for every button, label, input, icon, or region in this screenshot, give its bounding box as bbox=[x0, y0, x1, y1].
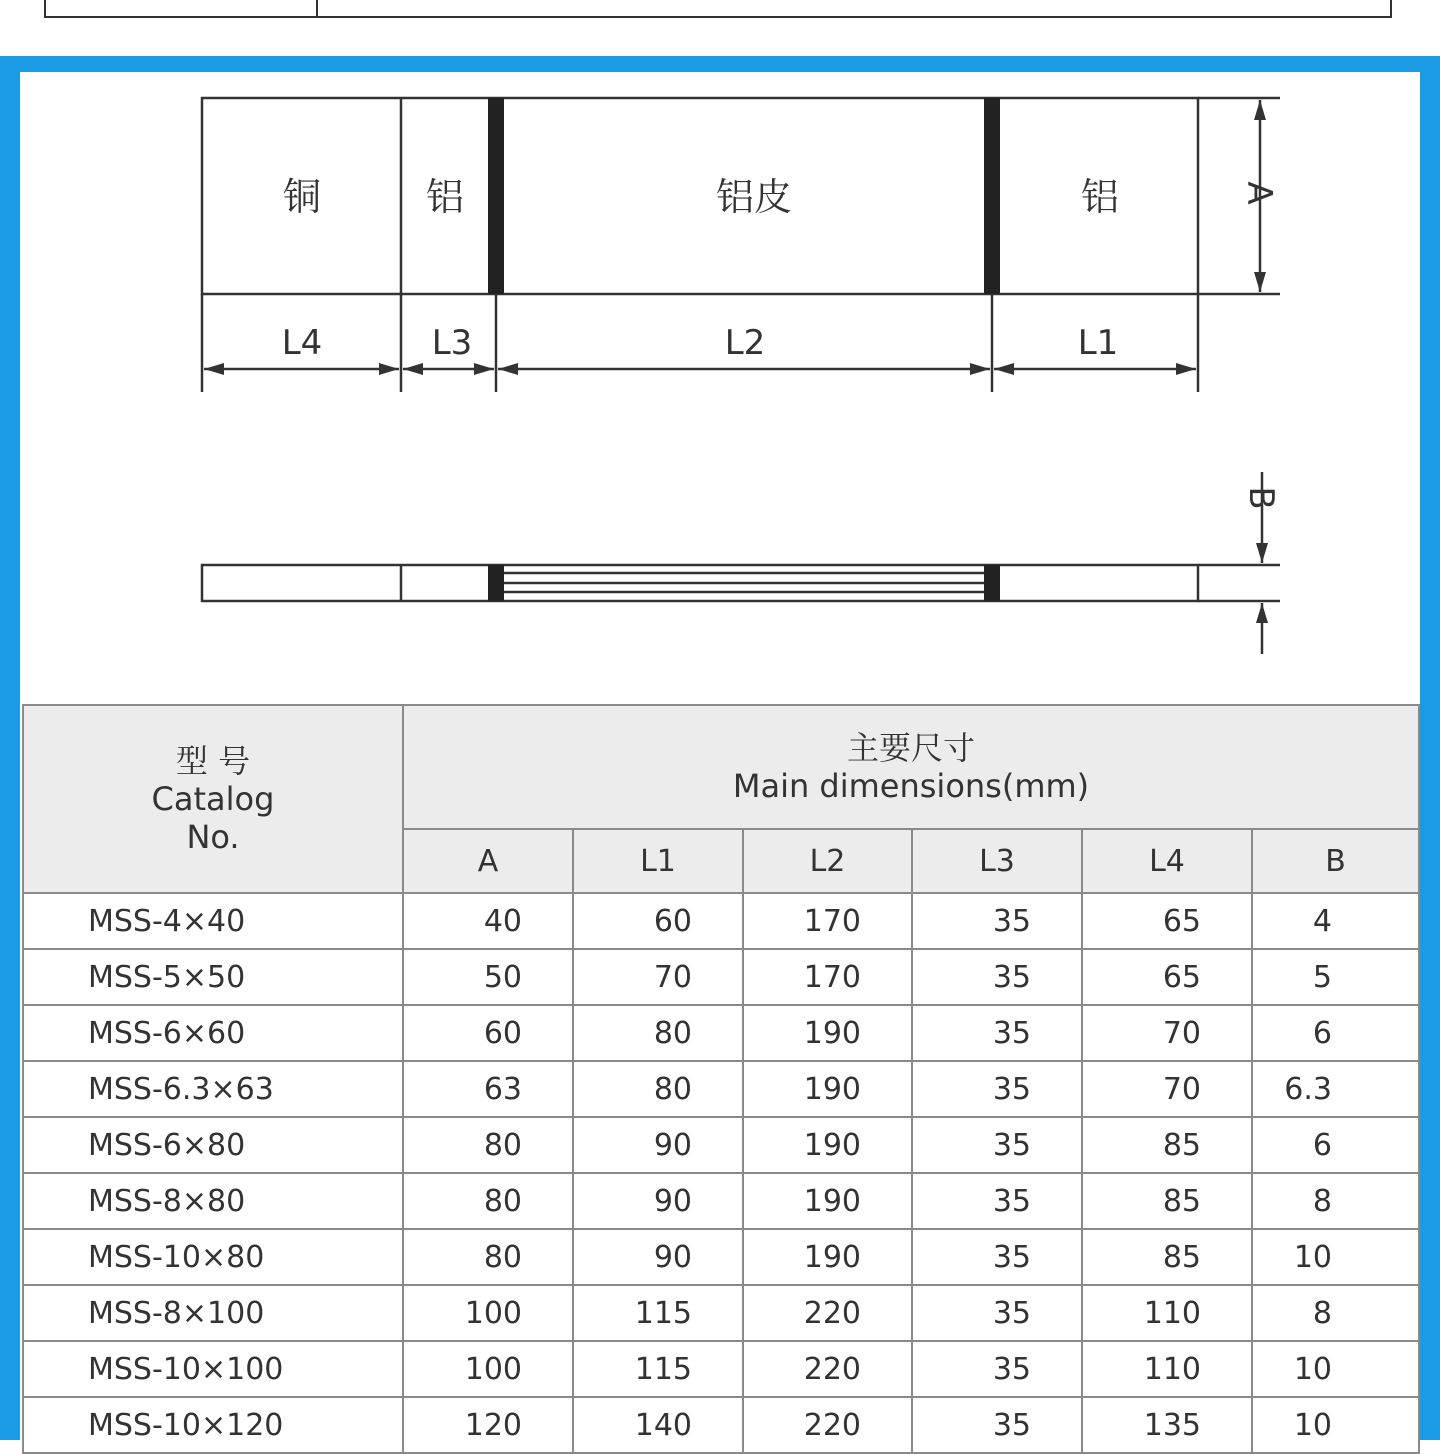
table-row bbox=[23, 1005, 1419, 1061]
side-weld-band-left bbox=[488, 565, 504, 601]
cell-a: 100 bbox=[403, 1285, 573, 1341]
cell-l4: 85 bbox=[1082, 1173, 1252, 1229]
cell-l4: 135 bbox=[1082, 1397, 1252, 1453]
table-row bbox=[23, 1173, 1419, 1229]
table-row bbox=[23, 949, 1419, 1005]
section-label-copper: 铜 bbox=[282, 175, 322, 219]
cell-l1: 60 bbox=[573, 893, 743, 949]
cell-model: MSS-10×80 bbox=[23, 1229, 403, 1285]
cell-model: MSS-5×50 bbox=[23, 949, 403, 1005]
header-model-no: No. bbox=[186, 818, 240, 856]
cell-model: MSS-8×100 bbox=[23, 1285, 403, 1341]
dim-label-a: A bbox=[1239, 181, 1279, 205]
header-catalog-no bbox=[23, 705, 403, 893]
cell-b: 4 bbox=[1252, 893, 1419, 949]
header-main-dimensions bbox=[403, 705, 1419, 829]
cell-model: MSS-6×80 bbox=[23, 1117, 403, 1173]
cell-b: 10 bbox=[1252, 1229, 1419, 1285]
table-row bbox=[23, 1341, 1419, 1397]
cell-l3: 35 bbox=[912, 893, 1082, 949]
cell-l4: 85 bbox=[1082, 1117, 1252, 1173]
cell-l2: 220 bbox=[743, 1341, 912, 1397]
cell-l1: 80 bbox=[573, 1061, 743, 1117]
cell-b: 6 bbox=[1252, 1005, 1419, 1061]
cell-b: 10 bbox=[1252, 1341, 1419, 1397]
cell-l1: 70 bbox=[573, 949, 743, 1005]
dim-label-l1: L1 bbox=[1077, 323, 1119, 363]
cell-a: 80 bbox=[403, 1229, 573, 1285]
side-weld-band-right bbox=[984, 565, 1000, 601]
cell-l2: 220 bbox=[743, 1285, 912, 1341]
cell-model: MSS-8×80 bbox=[23, 1173, 403, 1229]
cell-l3: 35 bbox=[912, 1285, 1082, 1341]
header-main-en: Main dimensions(mm) bbox=[732, 767, 1090, 805]
cell-l4: 70 bbox=[1082, 1061, 1252, 1117]
section-label-aluminum-left: 铝 bbox=[425, 175, 465, 219]
column-header-l3: L3 bbox=[912, 829, 1082, 893]
cell-l1: 90 bbox=[573, 1173, 743, 1229]
dim-label-b: B bbox=[1241, 486, 1281, 510]
cell-l4: 65 bbox=[1082, 949, 1252, 1005]
column-header-l4: L4 bbox=[1082, 829, 1252, 893]
cell-l4: 70 bbox=[1082, 1005, 1252, 1061]
table-row bbox=[23, 1285, 1419, 1341]
cell-b: 10 bbox=[1252, 1397, 1419, 1453]
cell-l2: 190 bbox=[743, 1173, 912, 1229]
cell-l4: 110 bbox=[1082, 1285, 1252, 1341]
cell-l2: 190 bbox=[743, 1117, 912, 1173]
cell-a: 100 bbox=[403, 1341, 573, 1397]
cell-model: MSS-10×120 bbox=[23, 1397, 403, 1453]
cell-l2: 190 bbox=[743, 1061, 912, 1117]
section-label-aluminum-right: 铝 bbox=[1080, 175, 1120, 219]
cell-l3: 35 bbox=[912, 1061, 1082, 1117]
table-row bbox=[23, 1397, 1419, 1453]
cell-l3: 35 bbox=[912, 1229, 1082, 1285]
cell-a: 60 bbox=[403, 1005, 573, 1061]
column-header-a: A bbox=[403, 829, 573, 893]
cell-model: MSS-6.3×63 bbox=[23, 1061, 403, 1117]
cell-l1: 115 bbox=[573, 1285, 743, 1341]
table-row bbox=[23, 893, 1419, 949]
table-row bbox=[23, 1061, 1419, 1117]
cell-a: 50 bbox=[403, 949, 573, 1005]
cell-l4: 110 bbox=[1082, 1341, 1252, 1397]
cell-l1: 115 bbox=[573, 1341, 743, 1397]
section-label-aluminum-foil: 铝皮 bbox=[715, 175, 793, 219]
column-header-l2: L2 bbox=[743, 829, 912, 893]
table-row bbox=[23, 1229, 1419, 1285]
dim-label-l3: L3 bbox=[431, 323, 473, 363]
cell-model: MSS-6×60 bbox=[23, 1005, 403, 1061]
cell-l1: 140 bbox=[573, 1397, 743, 1453]
cell-l3: 35 bbox=[912, 1397, 1082, 1453]
cell-l2: 190 bbox=[743, 1005, 912, 1061]
cell-l4: 65 bbox=[1082, 893, 1252, 949]
weld-band-left bbox=[488, 98, 504, 294]
cell-l1: 90 bbox=[573, 1117, 743, 1173]
dim-label-l4: L4 bbox=[281, 323, 323, 363]
cell-l1: 90 bbox=[573, 1229, 743, 1285]
cell-l3: 35 bbox=[912, 1173, 1082, 1229]
cell-a: 40 bbox=[403, 893, 573, 949]
cell-model: MSS-10×100 bbox=[23, 1341, 403, 1397]
cell-model: MSS-4×40 bbox=[23, 893, 403, 949]
cell-b: 5 bbox=[1252, 949, 1419, 1005]
column-header-l1: L1 bbox=[573, 829, 743, 893]
cell-l2: 170 bbox=[743, 893, 912, 949]
header-main-cn: 主要尺寸 bbox=[846, 729, 975, 767]
cell-l1: 80 bbox=[573, 1005, 743, 1061]
table-row bbox=[23, 1117, 1419, 1173]
dimension-table bbox=[22, 704, 1420, 1454]
top-view-outline bbox=[202, 98, 1198, 294]
cell-a: 80 bbox=[403, 1117, 573, 1173]
cell-a: 80 bbox=[403, 1173, 573, 1229]
cell-b: 6 bbox=[1252, 1117, 1419, 1173]
cell-l2: 220 bbox=[743, 1397, 912, 1453]
header-model-cn: 型 号 bbox=[175, 742, 251, 780]
cell-l4: 85 bbox=[1082, 1229, 1252, 1285]
weld-band-right bbox=[984, 98, 1000, 294]
cell-a: 63 bbox=[403, 1061, 573, 1117]
cell-l2: 170 bbox=[743, 949, 912, 1005]
column-header-b: B bbox=[1252, 829, 1419, 893]
header-model-catalog: Catalog bbox=[151, 780, 275, 818]
cell-b: 8 bbox=[1252, 1285, 1419, 1341]
cell-l3: 35 bbox=[912, 1117, 1082, 1173]
cell-l2: 190 bbox=[743, 1229, 912, 1285]
cell-l3: 35 bbox=[912, 1341, 1082, 1397]
cell-b: 6.3 bbox=[1252, 1061, 1419, 1117]
cell-l3: 35 bbox=[912, 1005, 1082, 1061]
cell-b: 8 bbox=[1252, 1173, 1419, 1229]
cell-l3: 35 bbox=[912, 949, 1082, 1005]
dim-label-l2: L2 bbox=[724, 323, 766, 363]
technical-drawing bbox=[0, 0, 1440, 700]
cell-a: 120 bbox=[403, 1397, 573, 1453]
